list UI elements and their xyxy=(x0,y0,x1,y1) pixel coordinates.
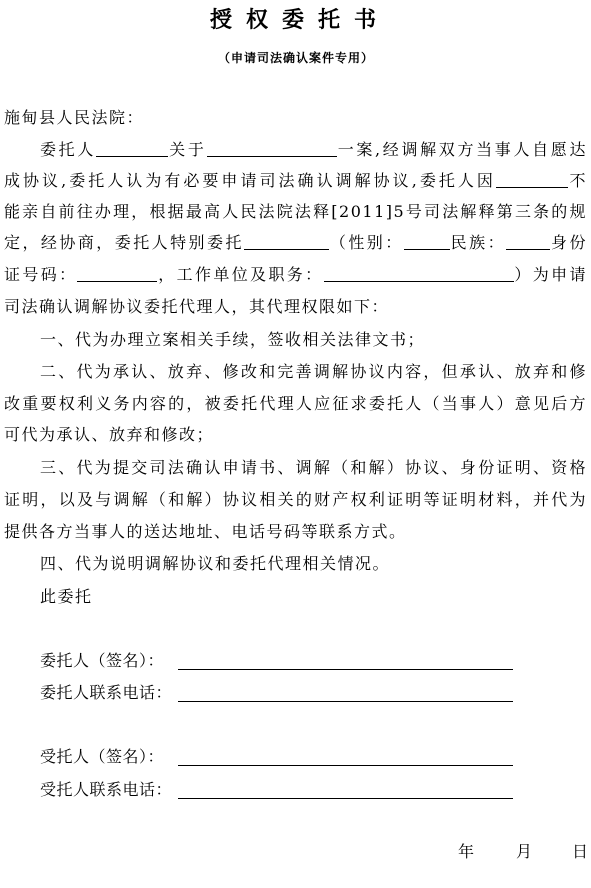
text-segment: 不 xyxy=(567,171,587,190)
principal-phone-line xyxy=(178,701,513,702)
document-subtitle: （申请司法确认案件专用） xyxy=(218,51,375,65)
authority-item-2-line-1 xyxy=(40,361,587,383)
blank-case-matter xyxy=(207,142,337,157)
date-month-label: 月 xyxy=(516,842,533,861)
intro-line-1 xyxy=(40,139,587,161)
text-segment: 一、代为办理立案相关手续，签收相关法律文书； xyxy=(40,330,426,349)
text-segment: 改重要权利义务内容的，被委托代理人应征求委托人（当事人）意见后方 xyxy=(4,394,587,413)
principal-signature-line xyxy=(178,669,513,670)
authority-item-3-line-1 xyxy=(40,457,587,479)
text-segment: 定，经协商，委托人特别委托 xyxy=(4,233,244,252)
agent-phone-line xyxy=(178,798,513,799)
authority-item-3-line-3 xyxy=(4,521,587,543)
text-segment: ，工作单位及职务： xyxy=(157,265,324,284)
agent-phone-label: 受托人联系电话： xyxy=(40,780,173,799)
text-segment: 民族： xyxy=(449,233,507,252)
text-segment: 三、代为提交司法确认申请书、调解（和解）协议、身份证明、资格 xyxy=(40,458,587,477)
addressee: 施甸县人民法院： xyxy=(4,108,145,127)
agent-signature-line xyxy=(178,765,513,766)
authority-item-1 xyxy=(40,329,587,351)
text-segment: 提供各方当事人的送达地址、电话号码等联系方式。 xyxy=(4,522,407,541)
text-segment: 一案,经调解双方当事人自愿达 xyxy=(336,140,587,159)
text-segment: ）为申请 xyxy=(513,265,587,284)
text-segment: 委托人 xyxy=(40,140,97,159)
intro-line-5 xyxy=(4,264,587,286)
blank-id-number xyxy=(77,267,157,282)
date-year-label: 年 xyxy=(458,842,475,861)
document-title: 授权委托书 xyxy=(210,7,391,33)
blank-ethnicity xyxy=(506,235,550,250)
authority-item-4 xyxy=(40,553,587,575)
text-segment: 二、代为承认、放弃、修改和完善调解协议内容，但承认、放弃和修 xyxy=(40,362,587,381)
authority-item-3-line-2 xyxy=(4,489,587,511)
text-segment: 证号码： xyxy=(4,265,78,284)
intro-line-4 xyxy=(4,232,587,254)
authority-item-2-line-3 xyxy=(4,424,587,446)
text-segment: 成协议,委托人认为有必要申请司法确认调解协议,委托人因 xyxy=(4,171,496,190)
blank-agent-name xyxy=(244,235,329,250)
intro-line-2 xyxy=(4,170,587,192)
text-segment: 能亲自前往办理，根据最高人民法院法释[2011]5号司法解释第三条的规 xyxy=(4,202,587,221)
text-segment: 可代为承认、放弃和修改； xyxy=(4,425,215,444)
text-segment: 四、代为说明调解协议和委托代理相关情况。 xyxy=(40,554,391,573)
intro-line-6 xyxy=(4,296,587,318)
principal-signature-label: 委托人（签名）： xyxy=(40,651,165,670)
text-segment: 关于 xyxy=(168,140,207,159)
text-segment: 身份 xyxy=(550,233,587,252)
principal-phone-label: 委托人联系电话： xyxy=(40,683,173,702)
text-segment: 司法确认调解协议委托代理人，其代理权限如下： xyxy=(4,297,390,316)
text-segment: 证明，以及与调解（和解）协议相关的财产权利证明等证明材料，并代为 xyxy=(4,490,587,509)
authority-item-2-line-2 xyxy=(4,393,587,415)
blank-gender xyxy=(404,235,450,250)
date-day-label: 日 xyxy=(572,842,589,861)
intro-line-3 xyxy=(4,201,587,223)
agent-signature-label: 受托人（签名）： xyxy=(40,747,165,766)
blank-principal-name xyxy=(96,142,168,157)
text-segment: （性别： xyxy=(328,233,404,252)
blank-reason xyxy=(496,173,568,188)
closing-text: 此委托 xyxy=(40,587,93,606)
blank-employer-position xyxy=(324,267,514,282)
